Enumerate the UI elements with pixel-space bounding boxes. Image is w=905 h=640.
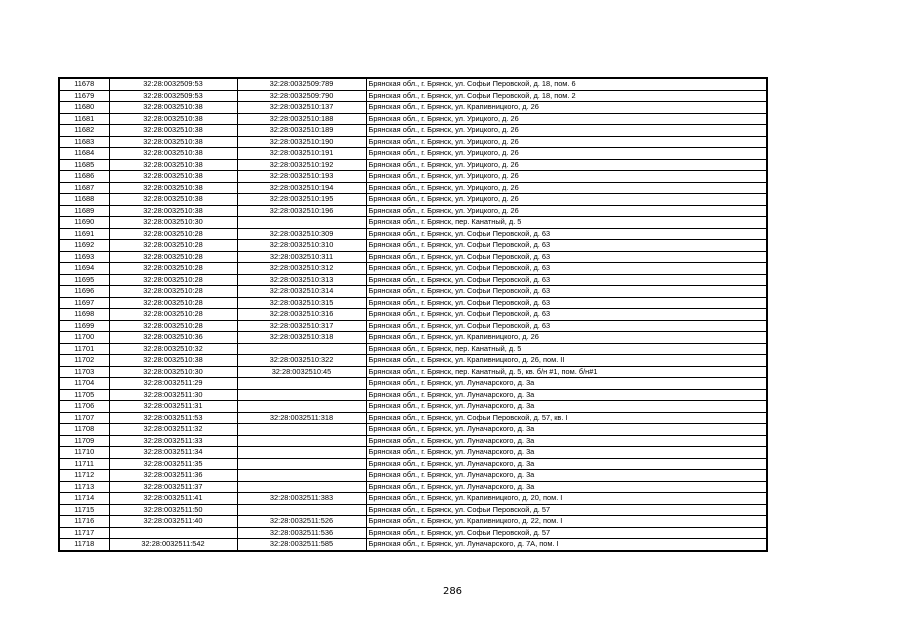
row-number-cell: 11687	[59, 182, 109, 194]
table-row	[59, 171, 767, 183]
parcel-number-cell: 32:28:0032510:28	[109, 274, 237, 286]
table-row	[59, 309, 767, 321]
parcel-number-cell: 32:28:0032509:53	[109, 90, 237, 102]
address-cell: Брянская обл., г. Брянск, ул. Луначарского, д. 3а	[366, 378, 767, 390]
table-row	[59, 159, 767, 171]
parcel-number-cell	[109, 527, 237, 539]
row-number-cell: 11698	[59, 309, 109, 321]
row-number-cell: 11679	[59, 90, 109, 102]
table-row	[59, 297, 767, 309]
row-number-cell: 11693	[59, 251, 109, 263]
table-row	[59, 470, 767, 482]
address-cell: Брянская обл., г. Брянск, ул. Урицкого, д. 26	[366, 125, 767, 137]
table-row	[59, 401, 767, 413]
row-number-cell: 11712	[59, 470, 109, 482]
object-number-cell	[237, 389, 366, 401]
address-cell: Брянская обл., г. Брянск, ул. Луначарского, д. 3а	[366, 389, 767, 401]
parcel-number-cell: 32:28:0032510:28	[109, 228, 237, 240]
row-number-cell: 11709	[59, 435, 109, 447]
row-number-cell: 11690	[59, 217, 109, 229]
object-number-cell	[237, 481, 366, 493]
table-row	[59, 194, 767, 206]
parcel-number-cell: 32:28:0032510:38	[109, 148, 237, 160]
table-row	[59, 504, 767, 516]
object-number-cell: 32:28:0032510:316	[237, 309, 366, 321]
address-cell: Брянская обл., г. Брянск, ул. Крапивницкого, д. 26	[366, 102, 767, 114]
row-number-cell: 11694	[59, 263, 109, 275]
row-number-cell: 11678	[59, 78, 109, 90]
page-number: 286	[442, 586, 463, 597]
register-table	[58, 77, 768, 552]
table-row	[59, 125, 767, 137]
parcel-number-cell: 32:28:0032511:542	[109, 539, 237, 551]
address-cell: Брянская обл., г. Брянск, ул. Урицкого, д. 26	[366, 182, 767, 194]
table-row	[59, 90, 767, 102]
table-row	[59, 102, 767, 114]
address-cell: Брянская обл., г. Брянск, ул. Луначарского, д. 3а	[366, 424, 767, 436]
row-number-cell: 11716	[59, 516, 109, 528]
object-number-cell: 32:28:0032510:312	[237, 263, 366, 275]
row-number-cell: 11684	[59, 148, 109, 160]
object-number-cell: 32:28:0032509:790	[237, 90, 366, 102]
parcel-number-cell: 32:28:0032510:36	[109, 332, 237, 344]
row-number-cell: 11702	[59, 355, 109, 367]
parcel-number-cell: 32:28:0032511:35	[109, 458, 237, 470]
object-number-cell: 32:28:0032510:313	[237, 274, 366, 286]
address-cell: Брянская обл., г. Брянск, ул. Крапивницкого, д. 26	[366, 332, 767, 344]
parcel-number-cell: 32:28:0032510:38	[109, 159, 237, 171]
table-row	[59, 263, 767, 275]
register-table-body	[59, 78, 767, 551]
row-number-cell: 11681	[59, 113, 109, 125]
table-row	[59, 493, 767, 505]
parcel-number-cell: 32:28:0032511:30	[109, 389, 237, 401]
object-number-cell: 32:28:0032510:190	[237, 136, 366, 148]
address-cell: Брянская обл., г. Брянск, пер. Канатный, д. 5	[366, 217, 767, 229]
parcel-number-cell: 32:28:0032511:34	[109, 447, 237, 459]
object-number-cell	[237, 424, 366, 436]
parcel-number-cell: 32:28:0032511:53	[109, 412, 237, 424]
row-number-cell: 11696	[59, 286, 109, 298]
parcel-number-cell: 32:28:0032510:30	[109, 366, 237, 378]
address-cell: Брянская обл., г. Брянск, ул. Луначарского, д. 3а	[366, 470, 767, 482]
object-number-cell	[237, 470, 366, 482]
row-number-cell: 11686	[59, 171, 109, 183]
table-row	[59, 320, 767, 332]
object-number-cell: 32:28:0032510:314	[237, 286, 366, 298]
address-cell: Брянская обл., г. Брянск, ул. Урицкого, д. 26	[366, 159, 767, 171]
address-cell: Брянская обл., г. Брянск, ул. Луначарского, д. 7А, пом. I	[366, 539, 767, 551]
address-cell: Брянская обл., г. Брянск, ул. Урицкого, д. 26	[366, 148, 767, 160]
object-number-cell: 32:28:0032510:318	[237, 332, 366, 344]
object-number-cell: 32:28:0032510:45	[237, 366, 366, 378]
table-row	[59, 355, 767, 367]
object-number-cell: 32:28:0032510:322	[237, 355, 366, 367]
parcel-number-cell: 32:28:0032511:41	[109, 493, 237, 505]
parcel-number-cell: 32:28:0032510:38	[109, 171, 237, 183]
object-number-cell: 32:28:0032511:536	[237, 527, 366, 539]
object-number-cell	[237, 343, 366, 355]
object-number-cell: 32:28:0032510:191	[237, 148, 366, 160]
table-row	[59, 516, 767, 528]
table-row	[59, 217, 767, 229]
address-cell: Брянская обл., г. Брянск, ул. Луначарского, д. 3а	[366, 401, 767, 413]
object-number-cell: 32:28:0032510:309	[237, 228, 366, 240]
table-row	[59, 286, 767, 298]
row-number-cell: 11682	[59, 125, 109, 137]
address-cell: Брянская обл., г. Брянск, пер. Канатный, д. 5	[366, 343, 767, 355]
object-number-cell: 32:28:0032509:789	[237, 78, 366, 90]
address-cell: Брянская обл., г. Брянск, ул. Урицкого, д. 26	[366, 194, 767, 206]
parcel-number-cell: 32:28:0032511:36	[109, 470, 237, 482]
row-number-cell: 11691	[59, 228, 109, 240]
table-row	[59, 378, 767, 390]
parcel-number-cell: 32:28:0032511:37	[109, 481, 237, 493]
table-row	[59, 412, 767, 424]
object-number-cell: 32:28:0032511:318	[237, 412, 366, 424]
object-number-cell: 32:28:0032510:311	[237, 251, 366, 263]
object-number-cell: 32:28:0032511:585	[237, 539, 366, 551]
address-cell: Брянская обл., г. Брянск, ул. Софьи Перовской, д. 57, кв. I	[366, 412, 767, 424]
address-cell: Брянская обл., г. Брянск, ул. Урицкого, д. 26	[366, 136, 767, 148]
address-cell: Брянская обл., г. Брянск, ул. Софьи Перовской, д. 63	[366, 286, 767, 298]
address-cell: Брянская обл., г. Брянск, ул. Луначарского, д. 3а	[366, 435, 767, 447]
table-row	[59, 527, 767, 539]
table-row	[59, 78, 767, 90]
address-cell: Брянская обл., г. Брянск, ул. Софьи Перовской, д. 18, пом. 6	[366, 78, 767, 90]
parcel-number-cell: 32:28:0032510:28	[109, 309, 237, 321]
table-row	[59, 539, 767, 551]
parcel-number-cell: 32:28:0032511:29	[109, 378, 237, 390]
parcel-number-cell: 32:28:0032510:32	[109, 343, 237, 355]
address-cell: Брянская обл., г. Брянск, ул. Софьи Перовской, д. 57	[366, 504, 767, 516]
row-number-cell: 11714	[59, 493, 109, 505]
row-number-cell: 11688	[59, 194, 109, 206]
parcel-number-cell: 32:28:0032511:31	[109, 401, 237, 413]
address-cell: Брянская обл., г. Брянск, ул. Урицкого, д. 26	[366, 113, 767, 125]
address-cell: Брянская обл., г. Брянск, ул. Софьи Перовской, д. 63	[366, 309, 767, 321]
parcel-number-cell: 32:28:0032511:33	[109, 435, 237, 447]
table-row	[59, 274, 767, 286]
object-number-cell	[237, 378, 366, 390]
address-cell: Брянская обл., г. Брянск, ул. Софьи Перовской, д. 63	[366, 297, 767, 309]
parcel-number-cell: 32:28:0032510:38	[109, 113, 237, 125]
row-number-cell: 11718	[59, 539, 109, 551]
object-number-cell: 32:28:0032510:196	[237, 205, 366, 217]
object-number-cell	[237, 504, 366, 516]
object-number-cell	[237, 401, 366, 413]
object-number-cell: 32:28:0032510:310	[237, 240, 366, 252]
object-number-cell: 32:28:0032510:193	[237, 171, 366, 183]
table-row	[59, 366, 767, 378]
table-row	[59, 148, 767, 160]
parcel-number-cell: 32:28:0032510:28	[109, 286, 237, 298]
address-cell: Брянская обл., г. Брянск, ул. Урицкого, д. 26	[366, 205, 767, 217]
row-number-cell: 11710	[59, 447, 109, 459]
object-number-cell: 32:28:0032511:383	[237, 493, 366, 505]
row-number-cell: 11713	[59, 481, 109, 493]
address-cell: Брянская обл., г. Брянск, ул. Софьи Перовской, д. 63	[366, 274, 767, 286]
table-row	[59, 332, 767, 344]
address-cell: Брянская обл., г. Брянск, ул. Крапивницкого, д. 26, пом. II	[366, 355, 767, 367]
parcel-number-cell: 32:28:0032511:32	[109, 424, 237, 436]
row-number-cell: 11708	[59, 424, 109, 436]
address-cell: Брянская обл., г. Брянск, пер. Канатный, д. 5, кв. б/н #1, пом. б/н#1	[366, 366, 767, 378]
row-number-cell: 11697	[59, 297, 109, 309]
object-number-cell: 32:28:0032510:195	[237, 194, 366, 206]
row-number-cell: 11715	[59, 504, 109, 516]
address-cell: Брянская обл., г. Брянск, ул. Софьи Перовской, д. 63	[366, 263, 767, 275]
object-number-cell: 32:28:0032510:192	[237, 159, 366, 171]
address-cell: Брянская обл., г. Брянск, ул. Софьи Перовской, д. 63	[366, 228, 767, 240]
table-row	[59, 205, 767, 217]
table-row	[59, 447, 767, 459]
row-number-cell: 11680	[59, 102, 109, 114]
row-number-cell: 11711	[59, 458, 109, 470]
parcel-number-cell: 32:28:0032510:30	[109, 217, 237, 229]
table-row	[59, 458, 767, 470]
object-number-cell: 32:28:0032510:315	[237, 297, 366, 309]
object-number-cell: 32:28:0032510:194	[237, 182, 366, 194]
row-number-cell: 11703	[59, 366, 109, 378]
parcel-number-cell: 32:28:0032509:53	[109, 78, 237, 90]
row-number-cell: 11701	[59, 343, 109, 355]
object-number-cell: 32:28:0032510:317	[237, 320, 366, 332]
row-number-cell: 11695	[59, 274, 109, 286]
object-number-cell: 32:28:0032510:188	[237, 113, 366, 125]
address-cell: Брянская обл., г. Брянск, ул. Луначарского, д. 3а	[366, 481, 767, 493]
parcel-number-cell: 32:28:0032510:38	[109, 194, 237, 206]
parcel-number-cell: 32:28:0032510:28	[109, 297, 237, 309]
row-number-cell: 11685	[59, 159, 109, 171]
address-cell: Брянская обл., г. Брянск, ул. Крапивницкого, д. 22, пом. I	[366, 516, 767, 528]
parcel-number-cell: 32:28:0032510:38	[109, 102, 237, 114]
address-cell: Брянская обл., г. Брянск, ул. Луначарского, д. 3а	[366, 447, 767, 459]
object-number-cell	[237, 435, 366, 447]
parcel-number-cell: 32:28:0032510:28	[109, 240, 237, 252]
row-number-cell: 11707	[59, 412, 109, 424]
table-row	[59, 240, 767, 252]
table-row	[59, 113, 767, 125]
table-row	[59, 182, 767, 194]
address-cell: Брянская обл., г. Брянск, ул. Софьи Перовской, д. 57	[366, 527, 767, 539]
parcel-number-cell: 32:28:0032510:38	[109, 182, 237, 194]
row-number-cell: 11717	[59, 527, 109, 539]
address-cell: Брянская обл., г. Брянск, ул. Софьи Перовской, д. 18, пом. 2	[366, 90, 767, 102]
row-number-cell: 11683	[59, 136, 109, 148]
row-number-cell: 11700	[59, 332, 109, 344]
object-number-cell: 32:28:0032510:189	[237, 125, 366, 137]
table-row	[59, 251, 767, 263]
row-number-cell: 11706	[59, 401, 109, 413]
parcel-number-cell: 32:28:0032510:38	[109, 125, 237, 137]
row-number-cell: 11704	[59, 378, 109, 390]
table-row	[59, 389, 767, 401]
object-number-cell: 32:28:0032511:526	[237, 516, 366, 528]
table-row	[59, 435, 767, 447]
object-number-cell	[237, 217, 366, 229]
parcel-number-cell: 32:28:0032511:50	[109, 504, 237, 516]
parcel-number-cell: 32:28:0032510:28	[109, 320, 237, 332]
address-cell: Брянская обл., г. Брянск, ул. Софьи Перовской, д. 63	[366, 251, 767, 263]
parcel-number-cell: 32:28:0032510:38	[109, 205, 237, 217]
row-number-cell: 11699	[59, 320, 109, 332]
parcel-number-cell: 32:28:0032510:38	[109, 355, 237, 367]
address-cell: Брянская обл., г. Брянск, ул. Крапивницкого, д. 20, пом. I	[366, 493, 767, 505]
table-row	[59, 228, 767, 240]
parcel-number-cell: 32:28:0032510:38	[109, 136, 237, 148]
row-number-cell: 11705	[59, 389, 109, 401]
address-cell: Брянская обл., г. Брянск, ул. Софьи Перовской, д. 63	[366, 240, 767, 252]
row-number-cell: 11692	[59, 240, 109, 252]
parcel-number-cell: 32:28:0032510:28	[109, 263, 237, 275]
object-number-cell: 32:28:0032510:137	[237, 102, 366, 114]
address-cell: Брянская обл., г. Брянск, ул. Софьи Перовской, д. 63	[366, 320, 767, 332]
address-cell: Брянская обл., г. Брянск, ул. Луначарского, д. 3а	[366, 458, 767, 470]
table-row	[59, 481, 767, 493]
table-row	[59, 343, 767, 355]
table-row	[59, 424, 767, 436]
address-cell: Брянская обл., г. Брянск, ул. Урицкого, д. 26	[366, 171, 767, 183]
object-number-cell	[237, 447, 366, 459]
object-number-cell	[237, 458, 366, 470]
parcel-number-cell: 32:28:0032510:28	[109, 251, 237, 263]
parcel-number-cell: 32:28:0032511:40	[109, 516, 237, 528]
row-number-cell: 11689	[59, 205, 109, 217]
table-row	[59, 136, 767, 148]
